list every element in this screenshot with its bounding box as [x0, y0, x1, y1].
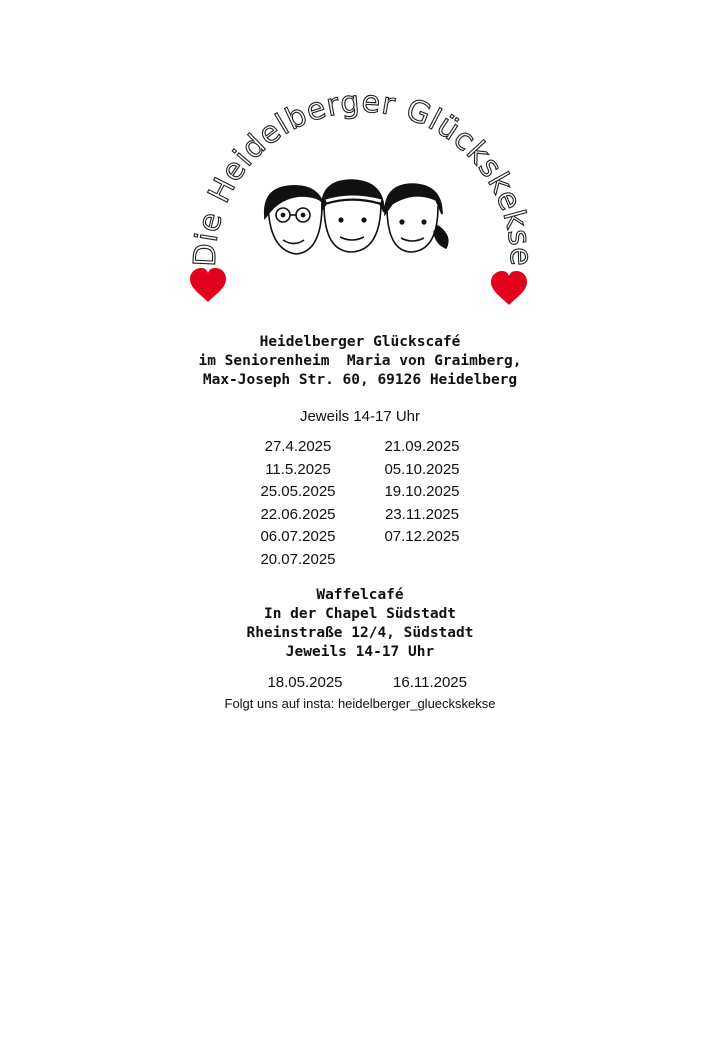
heart-left-icon: [190, 268, 226, 302]
date-item: 07.12.2025: [384, 528, 460, 546]
face-glasses-drawing: [265, 186, 324, 254]
date-item: 27.4.2025: [264, 438, 332, 455]
cafe2-hours: Jeweils 14-17 Uhr: [285, 644, 435, 660]
cafe2-name: Waffelcafé: [316, 587, 404, 603]
cafe1-hours: Jeweils 14-17 Uhr: [299, 408, 421, 425]
date-item: 21.09.2025: [384, 438, 460, 455]
cafe1-address: Max-Joseph Str. 60, 69126 Heidelberg: [202, 372, 518, 388]
cafe2-place: In der Chapel Südstadt: [263, 606, 457, 622]
date-item: 20.07.2025: [260, 550, 336, 568]
date-item: 11.5.2025: [265, 460, 331, 478]
cafe2-date-1: 18.05.2025: [267, 674, 343, 691]
face-ponytail-drawing: [385, 184, 448, 252]
cafe2-date-2: 16.11.2025: [393, 674, 467, 691]
heart-right-icon: [491, 271, 527, 305]
cafe1-name: Heidelberger Glückscafé: [259, 334, 461, 350]
date-item: 23.11.2025: [385, 505, 459, 523]
cafe1-header: [0, 333, 720, 390]
date-item: 25.05.2025: [260, 483, 336, 501]
date-item: 05.10.2025: [384, 460, 460, 478]
date-item: 06.07.2025: [260, 528, 336, 546]
date-item: 22.06.2025: [260, 505, 336, 523]
cafe2-header: [0, 586, 720, 662]
cafe2-address: Rheinstraße 12/4, Südstadt: [246, 625, 474, 641]
face-headband-drawing: [322, 180, 384, 252]
date-item: 19.10.2025: [384, 483, 460, 501]
instagram-note: Folgt uns auf insta: heidelberger_glueckskekse: [224, 696, 496, 711]
cafe1-dates-right: [372, 436, 472, 549]
logo-title: Die Heidelberger Glückskekse: [187, 84, 539, 268]
cafe1-place: im Seniorenheim Maria von Graimberg,: [198, 353, 522, 369]
cafe1-dates-left: [248, 436, 348, 572]
logo: [0, 0, 720, 320]
